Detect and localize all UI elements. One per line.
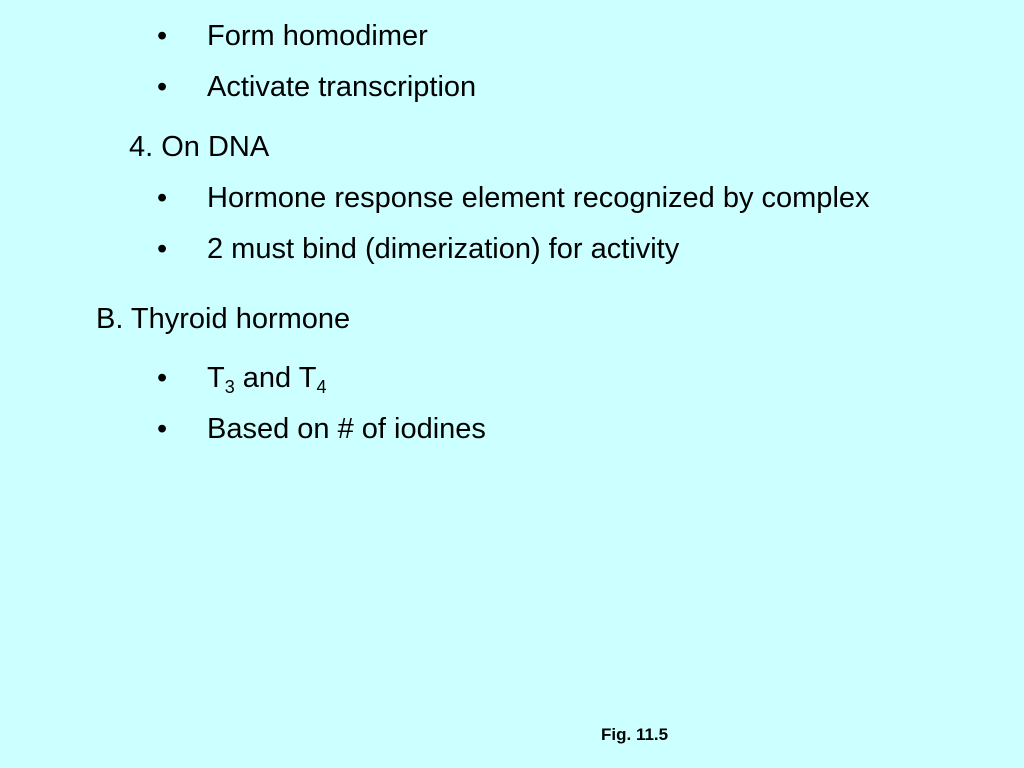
bullet-item-hormone-response-element: Hormone response element recognized by complex xyxy=(207,182,870,214)
section-heading-on-dna: 4. On DNA xyxy=(129,131,270,163)
section-heading-thyroid-hormone: B. Thyroid hormone xyxy=(96,303,351,335)
bullet-item-form-homodimer: Form homodimer xyxy=(207,20,428,52)
and-t-label: and T xyxy=(234,362,317,394)
bullet-item-dimerization: 2 must bind (dimerization) for activity xyxy=(207,233,680,265)
bullet-icon: • xyxy=(157,182,168,214)
bullet-item-t3-t4 xyxy=(207,361,326,395)
bullet-icon: • xyxy=(157,233,168,265)
t3-label: T xyxy=(207,362,225,394)
bullet-icon: • xyxy=(157,71,168,103)
bullet-icon: • xyxy=(157,413,168,445)
figure-label: Fig. 11.5 xyxy=(601,725,669,744)
bullet-item-iodines: Based on # of iodines xyxy=(207,413,486,445)
bullet-icon: • xyxy=(157,20,168,52)
t3-subscript: 3 xyxy=(224,377,235,397)
t4-subscript: 4 xyxy=(316,377,327,397)
bullet-icon: • xyxy=(157,362,168,394)
bullet-item-activate-transcription: Activate transcription xyxy=(207,71,477,103)
